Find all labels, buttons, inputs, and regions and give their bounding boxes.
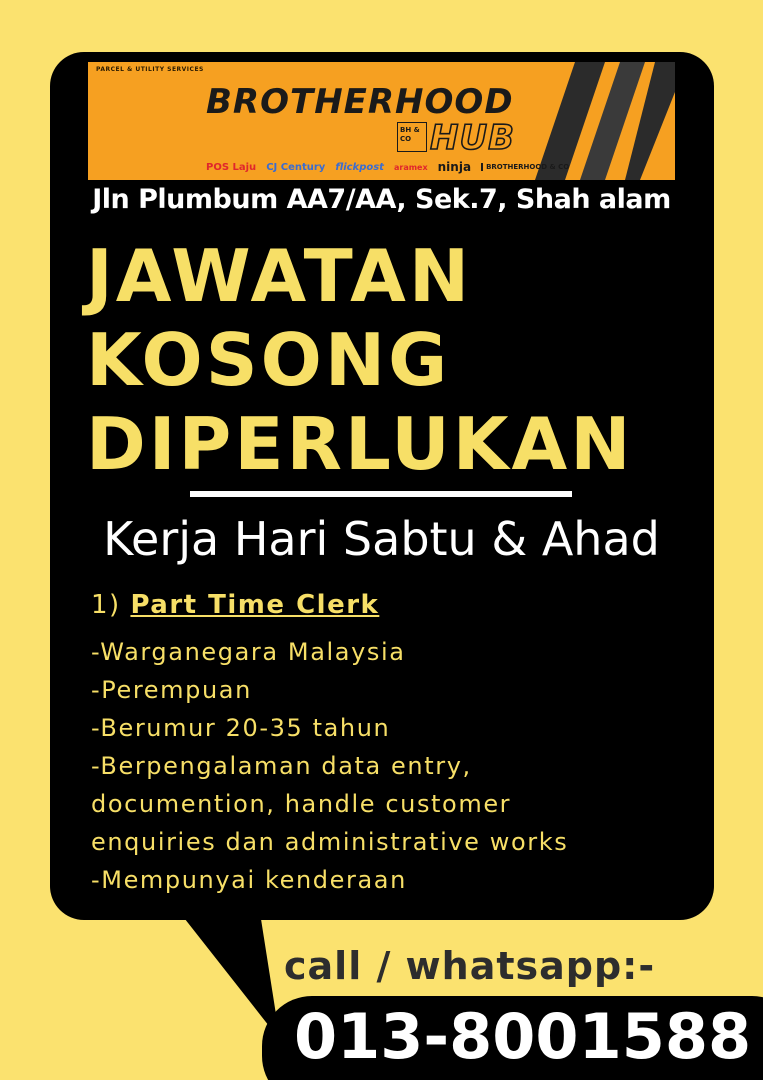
headline [86, 234, 634, 486]
brand-badge: BH & CO [397, 122, 427, 152]
divider-line [190, 491, 572, 497]
requirement-item: -Warganegara Malaysia [91, 638, 406, 666]
job-title: Part Time Clerk [130, 590, 380, 620]
brand-hub: HUB [430, 118, 515, 158]
partner-cj-logo: CJ Century [266, 161, 326, 173]
partner-brotherhood-logo: BROTHERHOOD & CO [481, 163, 569, 171]
job-number: 1) [91, 590, 121, 620]
requirement-item: enquiries dan administrative works [91, 828, 569, 856]
requirement-item: -Berpengalaman data entry, [91, 752, 472, 780]
banner-tagline: PARCEL & UTILITY SERVICES [96, 66, 204, 73]
headline-line-2: KOSONG [86, 318, 451, 402]
work-days-text: Kerja Hari Sabtu & Ahad [103, 512, 660, 566]
address-text: Jln Plumbum AA7/AA, Sek.7, Shah alam [92, 184, 671, 215]
requirement-item: -Mempunyai kenderaan [91, 866, 407, 894]
partner-logos [206, 157, 675, 177]
headline-line-3: DIPERLUKAN [86, 402, 634, 486]
partner-aramex-logo: aramex [393, 162, 428, 172]
phone-number[interactable]: 013-8001588 [294, 1000, 752, 1073]
partner-flickpost-logo: flickpost [335, 161, 384, 173]
partner-pos-logo: POS Laju [206, 161, 257, 173]
contact-label: call / whatsapp:- [284, 944, 656, 988]
headline-line-1: JAWATAN [86, 234, 473, 318]
job-requirements [91, 633, 568, 899]
job-heading [91, 590, 379, 620]
partner-ninja-logo: ninja [437, 160, 472, 174]
requirement-item: -Perempuan [91, 676, 252, 704]
brand-name: BROTHERHOOD [206, 82, 514, 122]
brand-banner [88, 62, 675, 180]
requirement-item: documention, handle customer [91, 790, 512, 818]
requirement-item: -Berumur 20-35 tahun [91, 714, 391, 742]
